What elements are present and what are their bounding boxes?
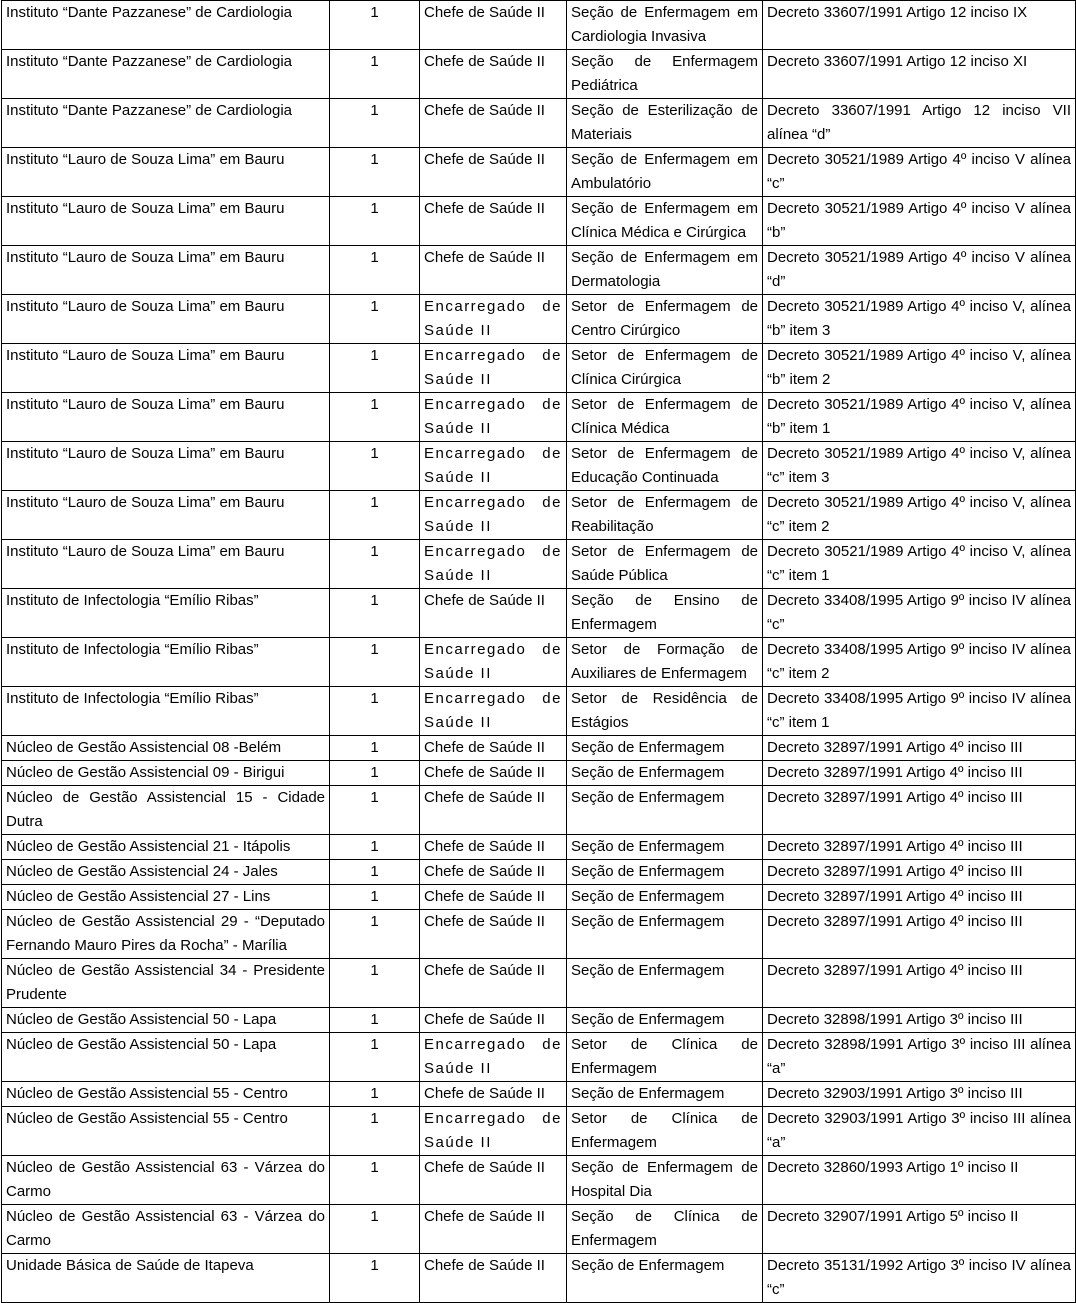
position-cell: Chefe de Saúde II bbox=[420, 885, 567, 910]
department-cell: Setor de Enfermagem de Reabilitação bbox=[567, 491, 763, 540]
legal-reference-cell: Decreto 32897/1991 Artigo 4º inciso III bbox=[763, 835, 1076, 860]
unit-cell: Instituto “Lauro de Souza Lima” em Bauru bbox=[2, 197, 330, 246]
position-cell: Chefe de Saúde II bbox=[420, 761, 567, 786]
table-row bbox=[2, 197, 1076, 246]
table-row bbox=[2, 246, 1076, 295]
department-cell: Seção de Enfermagem bbox=[567, 910, 763, 959]
department-cell: Setor de Clínica de Enfermagem bbox=[567, 1107, 763, 1156]
quantity-cell: 1 bbox=[330, 393, 420, 442]
legal-reference-cell: Decreto 32897/1991 Artigo 4º inciso III bbox=[763, 910, 1076, 959]
table-row bbox=[2, 148, 1076, 197]
unit-cell: Instituto “Dante Pazzanese” de Cardiologia bbox=[2, 50, 330, 99]
quantity-cell: 1 bbox=[330, 1033, 420, 1082]
legal-reference-cell: Decreto 30521/1989 Artigo 4º inciso V, alínea “c” item 2 bbox=[763, 491, 1076, 540]
unit-cell: Instituto “Lauro de Souza Lima” em Bauru bbox=[2, 491, 330, 540]
position-cell: Chefe de Saúde II bbox=[420, 736, 567, 761]
legal-reference-cell: Decreto 30521/1989 Artigo 4º inciso V alínea “b” bbox=[763, 197, 1076, 246]
legal-reference-cell: Decreto 32897/1991 Artigo 4º inciso III bbox=[763, 959, 1076, 1008]
table-row bbox=[2, 1156, 1076, 1205]
position-cell: Encarregado de Saúde II bbox=[420, 1033, 567, 1082]
table-row bbox=[2, 99, 1076, 148]
unit-cell: Instituto de Infectologia “Emílio Ribas” bbox=[2, 638, 330, 687]
quantity-cell: 1 bbox=[330, 910, 420, 959]
position-cell: Chefe de Saúde II bbox=[420, 1008, 567, 1033]
table-row bbox=[2, 885, 1076, 910]
table-row bbox=[2, 295, 1076, 344]
table-row bbox=[2, 344, 1076, 393]
department-cell: Seção de Enfermagem bbox=[567, 835, 763, 860]
legal-reference-cell: Decreto 30521/1989 Artigo 4º inciso V, alínea “b” item 1 bbox=[763, 393, 1076, 442]
quantity-cell: 1 bbox=[330, 589, 420, 638]
legal-reference-cell: Decreto 32897/1991 Artigo 4º inciso III bbox=[763, 736, 1076, 761]
position-cell: Chefe de Saúde II bbox=[420, 786, 567, 835]
position-cell: Encarregado de Saúde II bbox=[420, 442, 567, 491]
department-cell: Setor de Enfermagem de Clínica Médica bbox=[567, 393, 763, 442]
table-row bbox=[2, 1082, 1076, 1107]
position-cell: Encarregado de Saúde II bbox=[420, 295, 567, 344]
quantity-cell: 1 bbox=[330, 1156, 420, 1205]
unit-cell: Núcleo de Gestão Assistencial 24 - Jales bbox=[2, 860, 330, 885]
quantity-cell: 1 bbox=[330, 1107, 420, 1156]
positions-table bbox=[1, 0, 1076, 1303]
legal-reference-cell: Decreto 32897/1991 Artigo 4º inciso III bbox=[763, 761, 1076, 786]
unit-cell: Instituto “Dante Pazzanese” de Cardiologia bbox=[2, 99, 330, 148]
department-cell: Seção de Enfermagem em Ambulatório bbox=[567, 148, 763, 197]
table-row bbox=[2, 835, 1076, 860]
position-cell: Chefe de Saúde II bbox=[420, 589, 567, 638]
quantity-cell: 1 bbox=[330, 197, 420, 246]
position-cell: Encarregado de Saúde II bbox=[420, 1107, 567, 1156]
table-row bbox=[2, 761, 1076, 786]
table-row bbox=[2, 860, 1076, 885]
department-cell: Seção de Enfermagem de Hospital Dia bbox=[567, 1156, 763, 1205]
position-cell: Chefe de Saúde II bbox=[420, 860, 567, 885]
department-cell: Seção de Enfermagem bbox=[567, 736, 763, 761]
unit-cell: Núcleo de Gestão Assistencial 50 - Lapa bbox=[2, 1033, 330, 1082]
position-cell: Chefe de Saúde II bbox=[420, 1, 567, 50]
quantity-cell: 1 bbox=[330, 687, 420, 736]
unit-cell: Núcleo de Gestão Assistencial 63 - Várzea do Carmo bbox=[2, 1205, 330, 1254]
table-row bbox=[2, 50, 1076, 99]
position-cell: Chefe de Saúde II bbox=[420, 197, 567, 246]
legal-reference-cell: Decreto 30521/1989 Artigo 4º inciso V alínea “d” bbox=[763, 246, 1076, 295]
table-row bbox=[2, 786, 1076, 835]
department-cell: Seção de Enfermagem bbox=[567, 885, 763, 910]
unit-cell: Instituto “Lauro de Souza Lima” em Bauru bbox=[2, 442, 330, 491]
legal-reference-cell: Decreto 33607/1991 Artigo 12 inciso XI bbox=[763, 50, 1076, 99]
table-row bbox=[2, 687, 1076, 736]
department-cell: Seção de Enfermagem em Clínica Médica e Cirúrgica bbox=[567, 197, 763, 246]
department-cell: Seção de Enfermagem bbox=[567, 860, 763, 885]
legal-reference-cell: Decreto 33408/1995 Artigo 9º inciso IV alínea “c” bbox=[763, 589, 1076, 638]
quantity-cell: 1 bbox=[330, 1, 420, 50]
legal-reference-cell: Decreto 32898/1991 Artigo 3º inciso III bbox=[763, 1008, 1076, 1033]
department-cell: Seção de Enfermagem bbox=[567, 1008, 763, 1033]
legal-reference-cell: Decreto 30521/1989 Artigo 4º inciso V, alínea “b” item 2 bbox=[763, 344, 1076, 393]
legal-reference-cell: Decreto 35131/1992 Artigo 3º inciso IV alínea “c” bbox=[763, 1254, 1076, 1303]
unit-cell: Instituto “Lauro de Souza Lima” em Bauru bbox=[2, 148, 330, 197]
department-cell: Seção de Enfermagem Pediátrica bbox=[567, 50, 763, 99]
quantity-cell: 1 bbox=[330, 860, 420, 885]
legal-reference-cell: Decreto 32897/1991 Artigo 4º inciso III bbox=[763, 885, 1076, 910]
quantity-cell: 1 bbox=[330, 295, 420, 344]
quantity-cell: 1 bbox=[330, 540, 420, 589]
table-row bbox=[2, 491, 1076, 540]
table-row bbox=[2, 1, 1076, 50]
quantity-cell: 1 bbox=[330, 885, 420, 910]
unit-cell: Instituto “Lauro de Souza Lima” em Bauru bbox=[2, 295, 330, 344]
table-row bbox=[2, 1254, 1076, 1303]
department-cell: Setor de Residência de Estágios bbox=[567, 687, 763, 736]
department-cell: Seção de Enfermagem bbox=[567, 1082, 763, 1107]
quantity-cell: 1 bbox=[330, 50, 420, 99]
table-row bbox=[2, 1107, 1076, 1156]
unit-cell: Núcleo de Gestão Assistencial 09 - Birigui bbox=[2, 761, 330, 786]
department-cell: Seção de Enfermagem bbox=[567, 761, 763, 786]
legal-reference-cell: Decreto 32898/1991 Artigo 3º inciso III alínea “a” bbox=[763, 1033, 1076, 1082]
table-row bbox=[2, 959, 1076, 1008]
department-cell: Setor de Enfermagem de Clínica Cirúrgica bbox=[567, 344, 763, 393]
table-row bbox=[2, 540, 1076, 589]
department-cell: Seção de Clínica de Enfermagem bbox=[567, 1205, 763, 1254]
position-cell: Chefe de Saúde II bbox=[420, 99, 567, 148]
unit-cell: Núcleo de Gestão Assistencial 55 - Centro bbox=[2, 1082, 330, 1107]
department-cell: Setor de Enfermagem de Educação Continuada bbox=[567, 442, 763, 491]
position-cell: Chefe de Saúde II bbox=[420, 959, 567, 1008]
unit-cell: Núcleo de Gestão Assistencial 29 - “Deputado Fernando Mauro Pires da Rocha” - Marília bbox=[2, 910, 330, 959]
quantity-cell: 1 bbox=[330, 148, 420, 197]
quantity-cell: 1 bbox=[330, 1254, 420, 1303]
department-cell: Seção de Ensino de Enfermagem bbox=[567, 589, 763, 638]
table-row bbox=[2, 393, 1076, 442]
department-cell: Seção de Enfermagem em Dermatologia bbox=[567, 246, 763, 295]
department-cell: Setor de Enfermagem de Saúde Pública bbox=[567, 540, 763, 589]
unit-cell: Instituto “Dante Pazzanese” de Cardiologia bbox=[2, 1, 330, 50]
unit-cell: Instituto “Lauro de Souza Lima” em Bauru bbox=[2, 540, 330, 589]
department-cell: Seção de Enfermagem bbox=[567, 786, 763, 835]
unit-cell: Núcleo de Gestão Assistencial 21 - Itápolis bbox=[2, 835, 330, 860]
department-cell: Setor de Enfermagem de Centro Cirúrgico bbox=[567, 295, 763, 344]
department-cell: Setor de Clínica de Enfermagem bbox=[567, 1033, 763, 1082]
quantity-cell: 1 bbox=[330, 786, 420, 835]
unit-cell: Núcleo de Gestão Assistencial 50 - Lapa bbox=[2, 1008, 330, 1033]
legal-reference-cell: Decreto 30521/1989 Artigo 4º inciso V alínea “c” bbox=[763, 148, 1076, 197]
department-cell: Seção de Esterilização de Materiais bbox=[567, 99, 763, 148]
position-cell: Chefe de Saúde II bbox=[420, 835, 567, 860]
legal-reference-cell: Decreto 33607/1991 Artigo 12 inciso IX bbox=[763, 1, 1076, 50]
quantity-cell: 1 bbox=[330, 638, 420, 687]
quantity-cell: 1 bbox=[330, 736, 420, 761]
legal-reference-cell: Decreto 32897/1991 Artigo 4º inciso III bbox=[763, 786, 1076, 835]
unit-cell: Instituto de Infectologia “Emílio Ribas” bbox=[2, 589, 330, 638]
legal-reference-cell: Decreto 30521/1989 Artigo 4º inciso V, alínea “c” item 1 bbox=[763, 540, 1076, 589]
legal-reference-cell: Decreto 32907/1991 Artigo 5º inciso II bbox=[763, 1205, 1076, 1254]
table-row bbox=[2, 1033, 1076, 1082]
position-cell: Chefe de Saúde II bbox=[420, 910, 567, 959]
position-cell: Encarregado de Saúde II bbox=[420, 491, 567, 540]
position-cell: Chefe de Saúde II bbox=[420, 246, 567, 295]
unit-cell: Núcleo de Gestão Assistencial 55 - Centro bbox=[2, 1107, 330, 1156]
table-row bbox=[2, 736, 1076, 761]
unit-cell: Unidade Básica de Saúde de Itapeva bbox=[2, 1254, 330, 1303]
positions-table-body bbox=[2, 1, 1076, 1303]
position-cell: Chefe de Saúde II bbox=[420, 1082, 567, 1107]
quantity-cell: 1 bbox=[330, 835, 420, 860]
legal-reference-cell: Decreto 32903/1991 Artigo 3º inciso III bbox=[763, 1082, 1076, 1107]
position-cell: Encarregado de Saúde II bbox=[420, 687, 567, 736]
quantity-cell: 1 bbox=[330, 1082, 420, 1107]
quantity-cell: 1 bbox=[330, 959, 420, 1008]
quantity-cell: 1 bbox=[330, 99, 420, 148]
quantity-cell: 1 bbox=[330, 491, 420, 540]
quantity-cell: 1 bbox=[330, 246, 420, 295]
legal-reference-cell: Decreto 30521/1989 Artigo 4º inciso V, alínea “b” item 3 bbox=[763, 295, 1076, 344]
quantity-cell: 1 bbox=[330, 1205, 420, 1254]
position-cell: Encarregado de Saúde II bbox=[420, 540, 567, 589]
legal-reference-cell: Decreto 32897/1991 Artigo 4º inciso III bbox=[763, 860, 1076, 885]
legal-reference-cell: Decreto 33408/1995 Artigo 9º inciso IV alínea “c” item 1 bbox=[763, 687, 1076, 736]
quantity-cell: 1 bbox=[330, 1008, 420, 1033]
unit-cell: Instituto “Lauro de Souza Lima” em Bauru bbox=[2, 246, 330, 295]
position-cell: Chefe de Saúde II bbox=[420, 148, 567, 197]
unit-cell: Núcleo de Gestão Assistencial 63 - Várzea do Carmo bbox=[2, 1156, 330, 1205]
table-row bbox=[2, 589, 1076, 638]
table-row bbox=[2, 638, 1076, 687]
legal-reference-cell: Decreto 33607/1991 Artigo 12 inciso VII alínea “d” bbox=[763, 99, 1076, 148]
position-cell: Encarregado de Saúde II bbox=[420, 393, 567, 442]
unit-cell: Núcleo de Gestão Assistencial 34 - Presidente Prudente bbox=[2, 959, 330, 1008]
legal-reference-cell: Decreto 32860/1993 Artigo 1º inciso II bbox=[763, 1156, 1076, 1205]
quantity-cell: 1 bbox=[330, 344, 420, 393]
table-row bbox=[2, 442, 1076, 491]
unit-cell: Núcleo de Gestão Assistencial 08 -Belém bbox=[2, 736, 330, 761]
position-cell: Chefe de Saúde II bbox=[420, 1205, 567, 1254]
legal-reference-cell: Decreto 33408/1995 Artigo 9º inciso IV alínea “c” item 2 bbox=[763, 638, 1076, 687]
department-cell: Seção de Enfermagem em Cardiologia Invasiva bbox=[567, 1, 763, 50]
unit-cell: Instituto “Lauro de Souza Lima” em Bauru bbox=[2, 393, 330, 442]
legal-reference-cell: Decreto 30521/1989 Artigo 4º inciso V, alínea “c” item 3 bbox=[763, 442, 1076, 491]
position-cell: Chefe de Saúde II bbox=[420, 50, 567, 99]
unit-cell: Instituto de Infectologia “Emílio Ribas” bbox=[2, 687, 330, 736]
quantity-cell: 1 bbox=[330, 442, 420, 491]
legal-reference-cell: Decreto 32903/1991 Artigo 3º inciso III alínea “a” bbox=[763, 1107, 1076, 1156]
quantity-cell: 1 bbox=[330, 761, 420, 786]
unit-cell: Instituto “Lauro de Souza Lima” em Bauru bbox=[2, 344, 330, 393]
department-cell: Seção de Enfermagem bbox=[567, 1254, 763, 1303]
unit-cell: Núcleo de Gestão Assistencial 27 - Lins bbox=[2, 885, 330, 910]
department-cell: Setor de Formação de Auxiliares de Enfermagem bbox=[567, 638, 763, 687]
position-cell: Encarregado de Saúde II bbox=[420, 344, 567, 393]
position-cell: Chefe de Saúde II bbox=[420, 1156, 567, 1205]
table-row bbox=[2, 1008, 1076, 1033]
position-cell: Encarregado de Saúde II bbox=[420, 638, 567, 687]
department-cell: Seção de Enfermagem bbox=[567, 959, 763, 1008]
table-row bbox=[2, 1205, 1076, 1254]
table-row bbox=[2, 910, 1076, 959]
position-cell: Chefe de Saúde II bbox=[420, 1254, 567, 1303]
unit-cell: Núcleo de Gestão Assistencial 15 - Cidade Dutra bbox=[2, 786, 330, 835]
